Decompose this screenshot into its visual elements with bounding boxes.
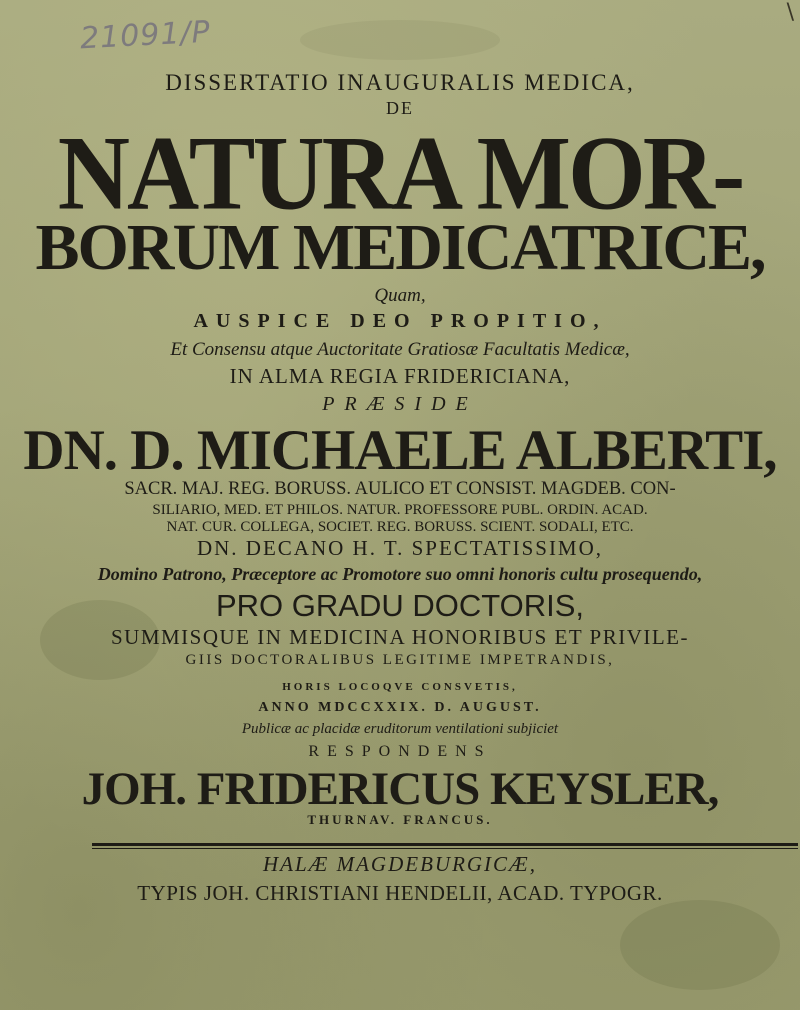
horis-line: HORIS LOCOQVE CONSVETIS, — [282, 681, 518, 693]
auspice-line: AUSPICE DEO PROPITIO, — [193, 310, 607, 332]
corner-mark: \ — [786, 0, 794, 25]
praeses-name: DN. D. MICHAELE ALBERTI, — [23, 419, 777, 482]
praeses-titles-2: SILIARIO, MED. ET PHILOS. NATUR. PROFESSORE PUBL. ORDIN. ACAD. — [152, 502, 648, 518]
consensu-line: Et Consensu atque Auctoritate Gratiosæ Facultatis Medicæ, — [170, 339, 630, 360]
paper-stain — [300, 20, 500, 60]
handwritten-shelfmark: 21091/P — [79, 14, 212, 57]
date-line: ANNO MDCCXXIX. D. AUGUST. — [258, 700, 542, 715]
quam-line: Quam, — [374, 285, 426, 306]
respondens-line: RESPONDENS — [308, 743, 492, 760]
summisque-line-2: GIIS DOCTORALIBUS LEGITIME IMPETRANDIS, — [185, 652, 615, 668]
domino-line: Domino Patrono, Præceptore ac Promotore suo omni honoris cultu prosequendo, — [97, 564, 703, 584]
publicae-line: Publicæ ac placidæ eruditorum ventilationi subjiciet — [241, 721, 559, 737]
praeses-titles-3: NAT. CUR. COLLEGA, SOCIET. REG. BORUSS. SCIENT. SODALI, ETC. — [166, 519, 634, 535]
imprint-printer: TYPIS JOH. CHRISTIANI HENDELII, ACAD. TYPOGR. — [137, 881, 663, 905]
alma-line: IN ALMA REGIA FRIDERICIANA, — [229, 364, 571, 388]
decano-line: DN. DECANO H. T. SPECTATISSIMO, — [196, 536, 604, 560]
dissertation-heading: DISSERTATIO INAUGURALIS MEDICA, — [165, 70, 635, 95]
imprint-place: HALÆ MAGDEBURGICÆ, — [263, 852, 537, 876]
praeses-titles-1: SACR. MAJ. REG. BORUSS. AULICO ET CONSIST. MAGDEB. CON- — [124, 479, 676, 499]
pro-gradu-line: PRO GRADU DOCTORIS, — [215, 588, 585, 623]
horizontal-rule — [92, 843, 798, 849]
summisque-line-1: SUMMISQUE IN MEDICINA HONORIBUS ET PRIVILE- — [110, 625, 690, 649]
paper-stain — [620, 900, 780, 990]
respondent-origin: THURNAV. FRANCUS. — [307, 812, 493, 827]
de-line: DE — [386, 98, 414, 118]
main-title-line-2: BORUM MEDICATRICE, — [35, 211, 765, 284]
respondent-name: JOH. FRIDERICUS KEYSLER, — [81, 763, 719, 815]
praeside-line: PRÆSIDE — [322, 393, 478, 415]
main-title-line-1: NATURA MOR- — [57, 114, 743, 232]
